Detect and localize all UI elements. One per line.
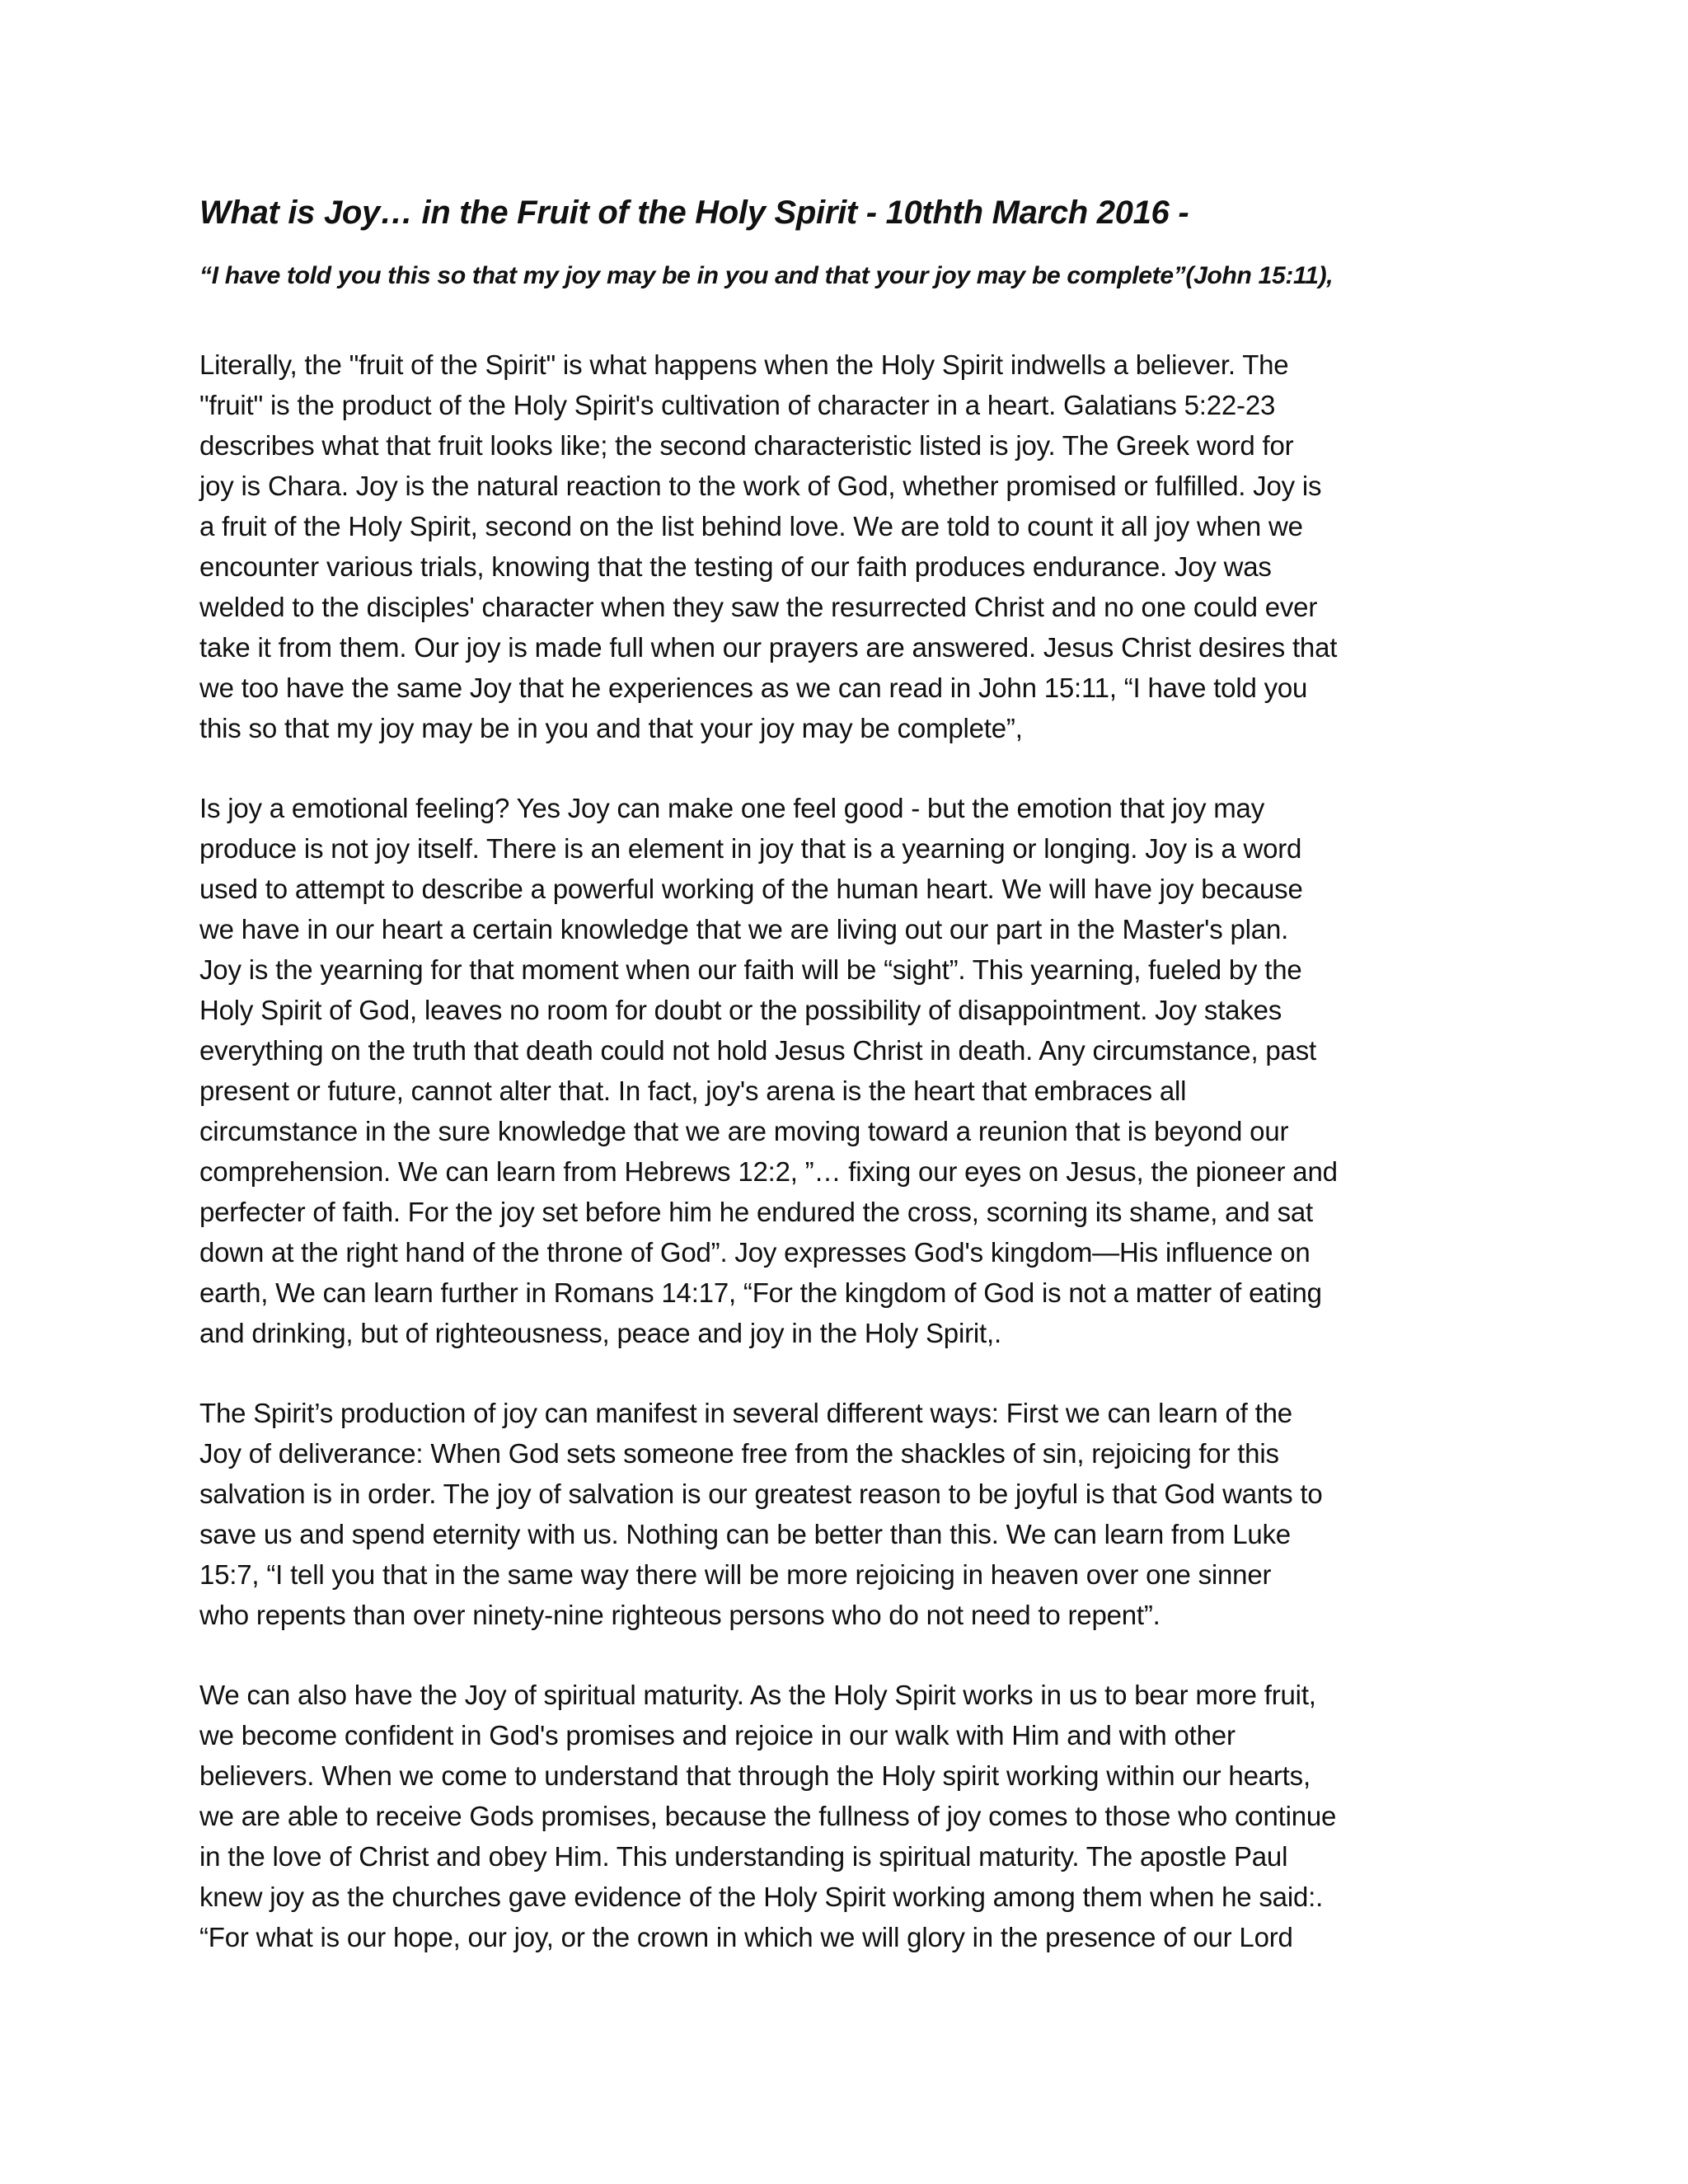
text-line: 15:7, “I tell you that in the same way there will be more rejoicing in heaven over one sinner [199,1559,1272,1590]
text-line: we are able to receive Gods promises, because the fullness of joy comes to those who continue [199,1801,1337,1831]
document-content [199,191,1485,1997]
text-line: Joy of deliverance: When God sets someone free from the shackles of sin, rejoicing for this [199,1438,1279,1469]
text-line: describes what that fruit looks like; the second characteristic listed is joy. The Greek word for [199,430,1294,461]
text-line: present or future, cannot alter that. In fact, joy's arena is the heart that embraces all [199,1076,1187,1106]
text-line: earth, We can learn further in Romans 14:17, “For the kingdom of God is not a matter of eating [199,1277,1322,1308]
text-line: “For what is our hope, our joy, or the crown in which we will glory in the presence of our Lord [199,1922,1293,1952]
text-line: who repents than over ninety-nine righteous persons who do not need to repent”. [199,1600,1160,1630]
paragraph-2 [199,788,1485,1353]
text-line: Is joy a emotional feeling? Yes Joy can make one feel good - but the emotion that joy may [199,793,1265,823]
text-line: salvation is in order. The joy of salvation is our greatest reason to be joyful is that God wants to [199,1479,1323,1509]
epigraph-quote: “I have told you this so that my joy may be in you and that your joy may be complete”(John 15:11), [199,262,1334,289]
text-line: Holy Spirit of God, leaves no room for doubt or the possibility of disappointment. Joy stakes [199,995,1282,1025]
text-line: save us and spend eternity with us. Nothing can be better than this. We can learn from Luke [199,1519,1291,1549]
text-line: comprehension. We can learn from Hebrews 12:2, ”… fixing our eyes on Jesus, the pioneer and [199,1156,1338,1187]
text-line: perfecter of faith. For the joy set before him he endured the cross, scorning its shame, and sat [199,1197,1314,1227]
text-line: The Spirit’s production of joy can manifest in several different ways: First we can learn of the [199,1398,1292,1428]
paragraph-4 [199,1675,1485,1957]
body-text [199,344,1485,1957]
text-line: everything on the truth that death could not hold Jesus Christ in death. Any circumstance, past [199,1035,1316,1066]
text-line: in the love of Christ and obey Him. This understanding is spiritual maturity. The apostle Paul [199,1841,1288,1872]
text-line: welded to the disciples' character when they saw the resurrected Christ and no one could ever [199,592,1318,622]
text-line: encounter various trials, knowing that the testing of our faith produces endurance. Joy was [199,551,1272,582]
text-line: We can also have the Joy of spiritual maturity. As the Holy Spirit works in us to bear more fruit, [199,1680,1316,1710]
text-line: Literally, the "fruit of the Spirit" is what happens when the Holy Spirit indwells a believer. The [199,349,1289,380]
text-line: joy is Chara. Joy is the natural reaction to the work of God, whether promised or fulfilled. Joy is [199,471,1322,501]
paragraph-3 [199,1393,1485,1635]
text-line: produce is not joy itself. There is an element in joy that is a yearning or longing. Joy is a word [199,833,1302,864]
text-line: Joy is the yearning for that moment when our faith will be “sight”. This yearning, fueled by the [199,954,1302,985]
document-title: What is Joy… in the Fruit of the Holy Spirit - 10thth March 2016 - [199,194,1189,231]
text-line: a fruit of the Holy Spirit, second on the list behind love. We are told to count it all joy when we [199,511,1303,541]
text-line: "fruit" is the product of the Holy Spirit's cultivation of character in a heart. Galatians 5:22-23 [199,390,1276,420]
text-line: used to attempt to describe a powerful working of the human heart. We will have joy because [199,874,1303,904]
text-line: and drinking, but of righteousness, peace and joy in the Holy Spirit,. [199,1318,1001,1348]
text-line: we too have the same Joy that he experiences as we can read in John 15:11, “I have told you [199,673,1308,703]
text-line: circumstance in the sure knowledge that we are moving toward a reunion that is beyond our [199,1116,1289,1146]
text-line: we have in our heart a certain knowledge that we are living out our part in the Master's plan. [199,914,1289,944]
text-line: knew joy as the churches gave evidence of the Holy Spirit working among them when he said:. [199,1882,1324,1912]
text-line: take it from them. Our joy is made full when our prayers are answered. Jesus Christ desires that [199,632,1338,663]
paragraph-1 [199,344,1485,748]
text-line: this so that my joy may be in you and that your joy may be complete”, [199,713,1023,743]
text-line: believers. When we come to understand that through the Holy spirit working within our hearts, [199,1760,1311,1791]
text-line: we become confident in God's promises and rejoice in our walk with Him and with other [199,1720,1236,1750]
text-line: down at the right hand of the throne of God”. Joy expresses God's kingdom—His influence on [199,1237,1311,1268]
